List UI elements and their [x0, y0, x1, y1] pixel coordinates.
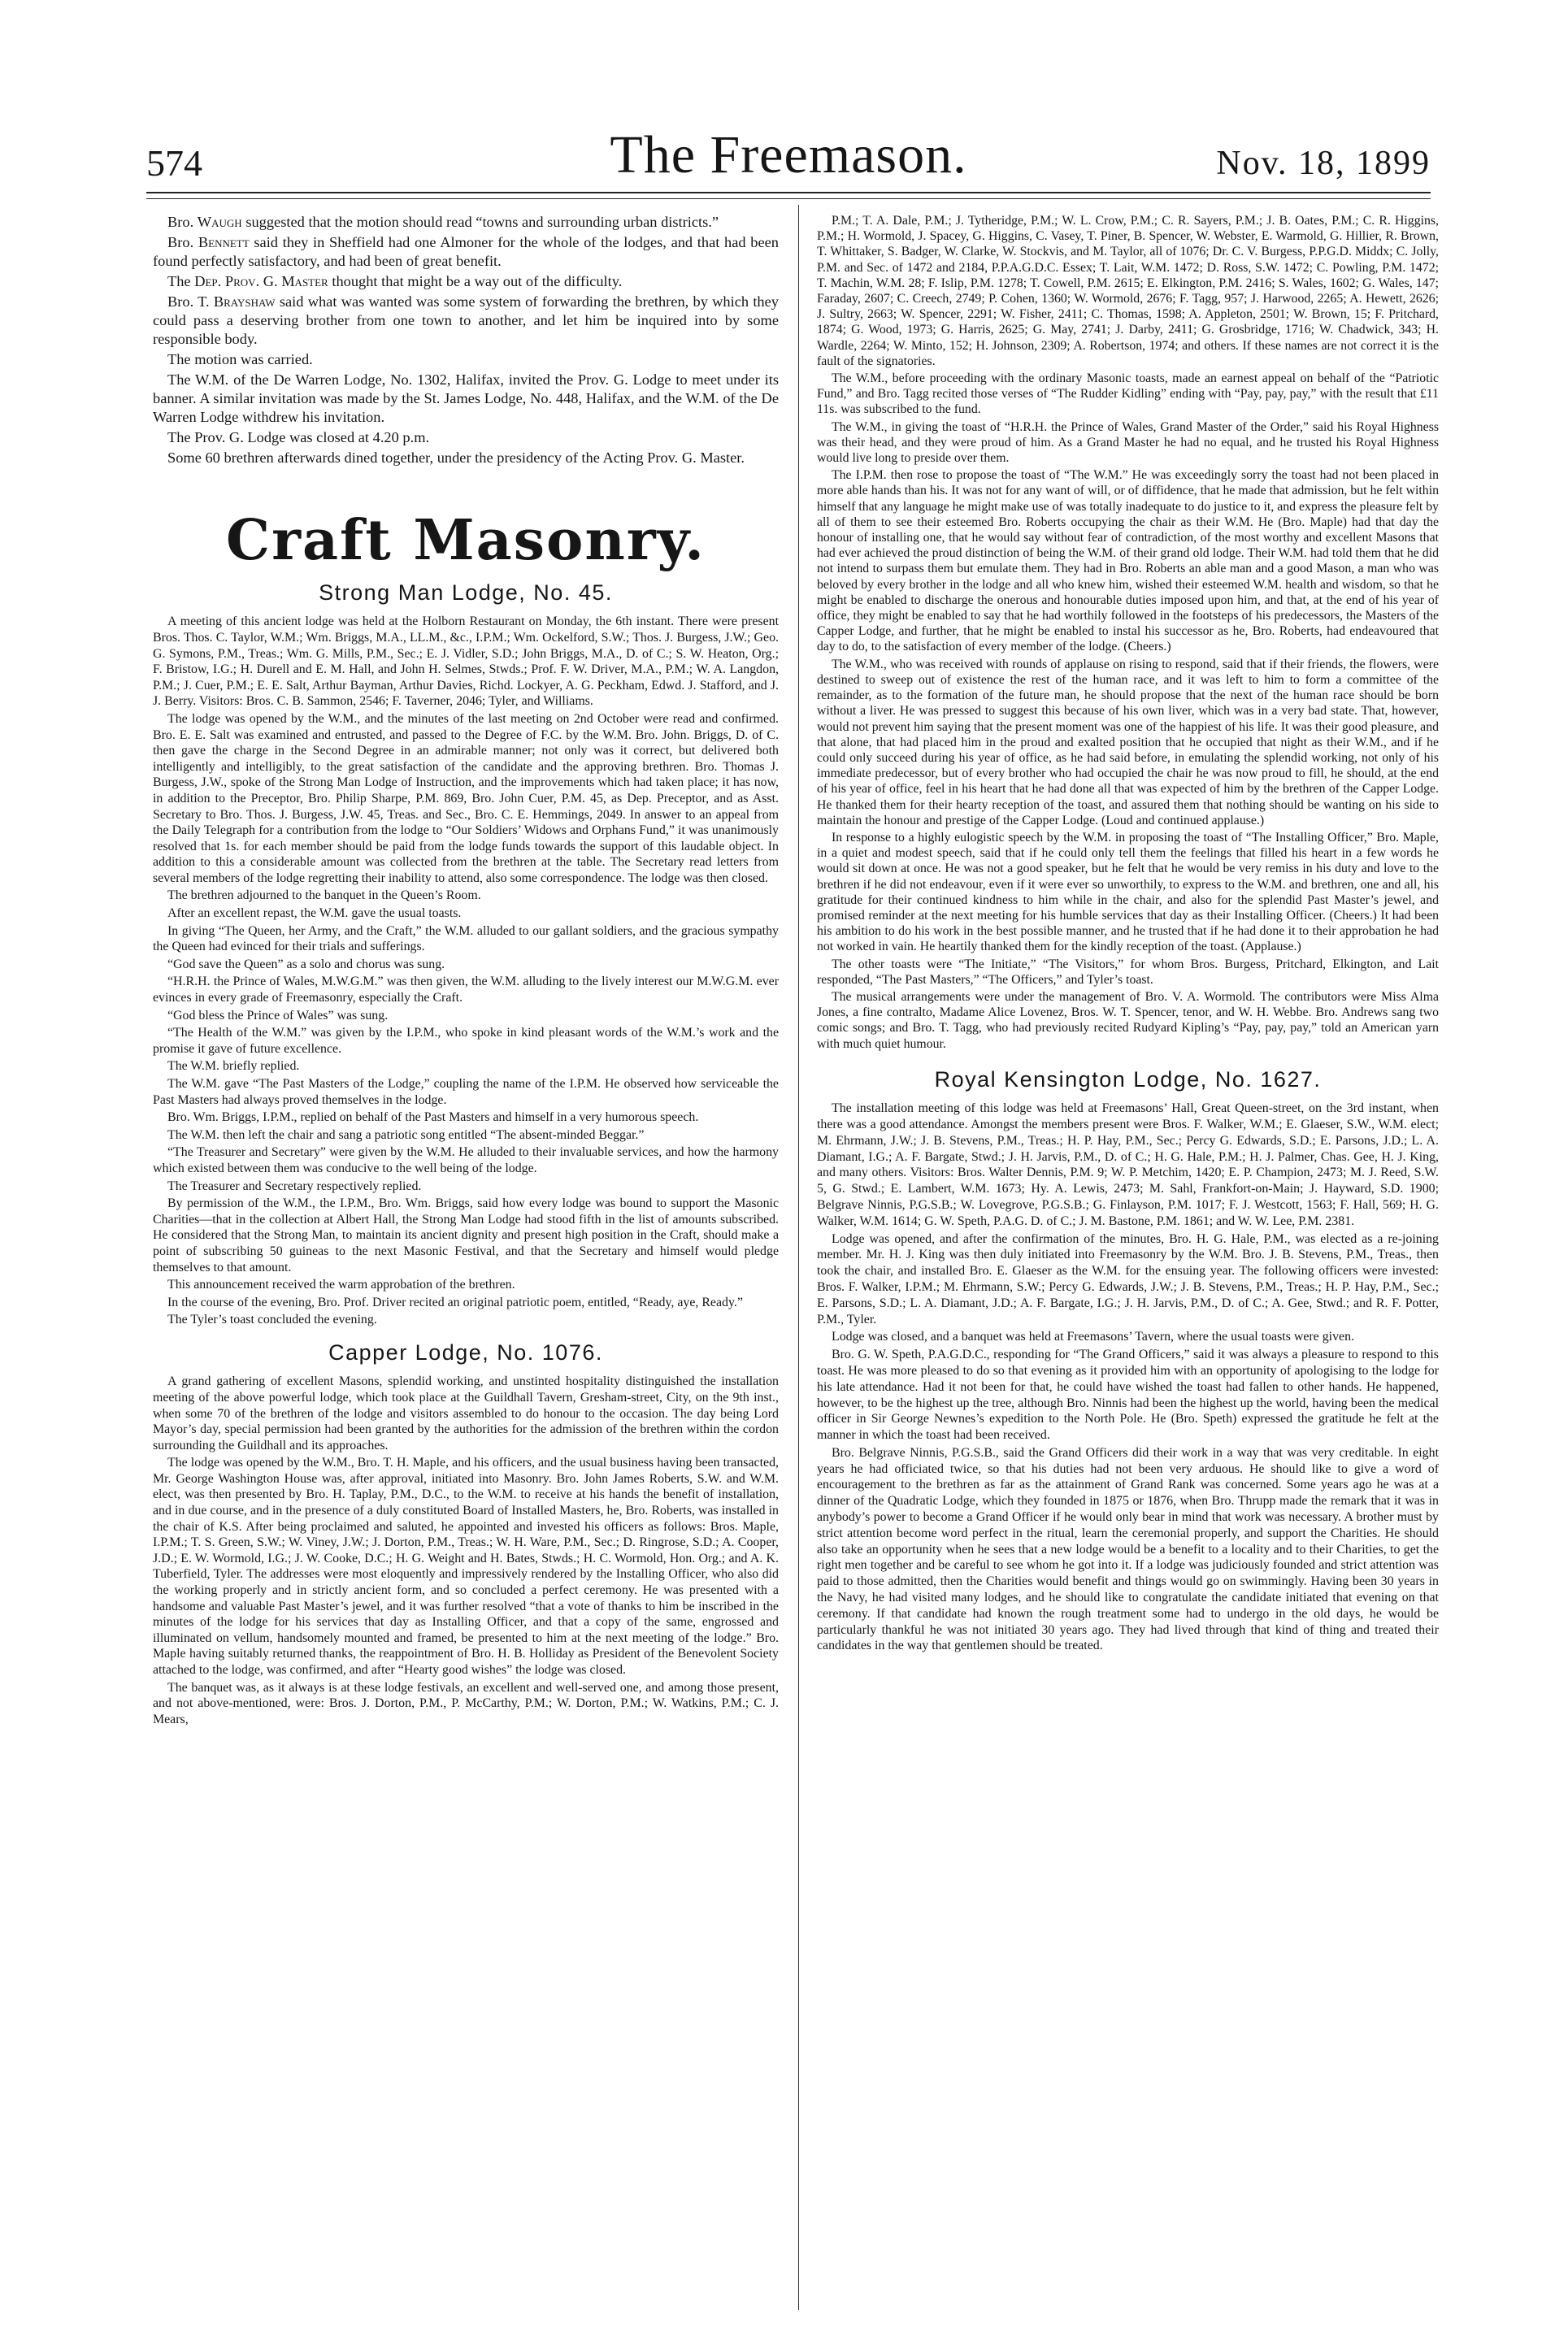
newspaper-title: The Freemason.: [610, 125, 967, 185]
paragraph: Lodge was closed, and a banquet was held at Freemasons’ Tavern, where the usual toasts were given.: [832, 1330, 1354, 1344]
paragraph: Some 60 brethren afterwards dined together, under the presidency of the Acting Prov. G. Master.: [167, 449, 745, 466]
paragraph: The brethren adjourned to the banquet in the Queen’s Room.: [167, 888, 481, 903]
paragraph: The Treasurer and Secretary respectively replied.: [167, 1179, 422, 1193]
paragraph-text: said what was wanted was some system of forwarding the brethren, by which they could pass a deserving brother from one town to another, and let him be inquired into by some responsible body.: [153, 293, 779, 347]
paragraph: Bro. T. Brayshaw said what was wanted was some system of forwarding the brethren, by which they could pass a deserving brother from one town to another, and let him be inquired into by some responsible body.: [153, 293, 779, 347]
paragraph: Bro. G. W. Speth, P.A.G.D.C., responding for “The Grand Officers,” said it was always a pleasure to respond to this toast. He was more pleased to do so that evening as it provided him with an opportunity of apologising to the lodge for his late attendance. Had it not been for that, he could have wished the toast had fallen to other hands. He happened, however, to be the highest up the tree, although Bro. Ninnis had been the highest up the world, having been the medical officer in Sir George Newnes’s expedition to the North Pole. He (Bro. Speth) expressed the gratitude he felt at the manner in which the toast had been received.: [817, 1348, 1439, 1443]
article-heading: Strong Man Lodge, No. 45.: [319, 580, 613, 605]
intro-report: [153, 213, 779, 467]
right-column: [817, 213, 1439, 2294]
paragraph: The W.M. of the De Warren Lodge, No. 1302, Halifax, invited the Prov. G. Lodge to meet under its banner. A similar invitation was made by the St. James Lodge, No. 448, Halifax, and the W.M. of the De Warren Lodge withdrew his invitation.: [153, 371, 779, 425]
paragraph: The W.M., before proceeding with the ordinary Masonic toasts, made an earnest appeal on behalf of the “Patriotic Fund,” and Bro. Tagg recited those verses of “The Rudder Kidling” ending with “Pay, pay, pay,” with the result that £11 11s. was subscribed to the fund.: [817, 371, 1439, 417]
article-strong-man-lodge: [153, 580, 779, 1328]
paragraph: The motion was carried.: [167, 351, 313, 367]
masthead-rule: [146, 192, 1431, 193]
paragraph-text: thought that might be a way out of the difficulty.: [332, 273, 623, 289]
section-title: Craft Masonry.: [226, 508, 706, 573]
paragraph: A meeting of this ancient lodge was held at the Holborn Restaurant on Monday, the 6th instant. There were present Bros. Thos. C. Taylor, W.M.; Wm. Briggs, M.A., LL.M., &c., I.P.M.; Wm. Ockelford, S.W.; Thos. J. Burgess, J.W.; Geo. G. Symons, P.M., Treas.; Wm. G. Mills, P.M., Sec.; E. J. Vidler, S.D.; John Briggs, M.A., D. of C.; S. W. Heaton, Org.; F. Bristow, I.G.; H. Durell and E. M. Hall, and John H. Selmes, Stwds.; Prof. F. W. Driver, M.A., P.M.; W. A. Langdon, P.M.; J. Cuer, P.M.; E. E. Salt, Arthur Bayman, Arthur Davies, Richd. Lockyer, A. G. Peckham, Edwd. J. Stafford, and J. J. Berry. Visitors: Bros. C. B. Sammon, 2546; F. Taverner, 2046; Tyler, and Williams.: [153, 614, 779, 709]
article-royal-kensington-lodge: [817, 1066, 1439, 1654]
paragraph: “H.R.H. the Prince of Wales, M.W.G.M.” was then given, the W.M. alluding to the lively interest our M.W.G.M. ever evinces in every grade of Freemasonry, especially the Craft.: [153, 975, 779, 1005]
speaker-name: Bennett: [198, 234, 250, 250]
paragraph: After an excellent repast, the W.M. gave the usual toasts.: [167, 906, 462, 921]
speaker-name: Brayshaw: [213, 293, 276, 310]
paragraph: The W.M. then left the chair and sang a patriotic song entitled “The absent-minded Beggar.”: [167, 1127, 645, 1142]
paragraph: “God bless the Prince of Wales” was sung.: [167, 1008, 389, 1023]
paragraph: The Tyler’s toast concluded the evening.: [167, 1313, 377, 1327]
paragraph-text: suggested that the motion should read “towns and surrounding urban districts.”: [245, 214, 719, 230]
article-body: [153, 1374, 779, 1727]
paragraph: In the course of the evening, Bro. Prof. Driver recited an original patriotic poem, entitled, “Ready, aye, Ready.”: [167, 1295, 743, 1309]
left-column: [153, 213, 779, 2294]
paragraph: The lodge was opened by the W.M., and the minutes of the last meeting on 2nd October were read and confirmed. Bro. E. E. Salt was examined and entrusted, and passed to the Degree of F.C. by the W.M. Bro. John. Briggs, D. of C. then gave the charge in the Second Degree in an admirable manner; not only was it correct, but delivered both intelligently and intelligibly, to the great satisfaction of the candidate and the approving brethren. Bro. Thomas J. Burgess, J.W., spoke of the Strong Man Lodge of Instruction, and the improvements which had taken place; it has now, in addition to the Preceptor, Bro. Philip Sharpe, P.M. 869, Bro. John Cuer, P.M. 45, as Dep. Preceptor, and as Asst. Secretary to Bro. Thos. J. Burgess, J.W. 45, Treas. and Sec., Bro. C. E. Hemmings, 2049. In answer to an appeal from the Daily Telegraph for a contribution from the lodge to “Our Soldiers’ Widows and Orphans Fund,” it was unanimously resolved that 1s. for each member should be paid from the lodge funds towards the support of this laudable object. In addition to this a considerable amount was collected from the brethren at the table. The Secretary read letters from several members of the lodge regretting their inability to attend, also some correspondence. The lodge was then closed.: [153, 711, 779, 885]
paragraph: A grand gathering of excellent Masons, splendid working, and unstinted hospitality distinguished the installation meeting of the above powerful lodge, which took place at the Guildhall Tavern, Gresham-street, City, on the 9th inst., when some 70 of the brethren of the lodge and visitors assembled to do honour to the occasion. The day being Lord Mayor’s day, special permission had been granted by the authorities for the admission of the brethren within the cordon surrounding the Guildhall and its approaches.: [153, 1374, 779, 1452]
paragraph: The Dep. Prov. G. Master thought that might be a way out of the difficulty.: [167, 273, 623, 289]
speaker-name: Dep. Prov. G. Master: [194, 273, 328, 289]
paragraph: By permission of the W.M., the I.P.M., Bro. Wm. Briggs, said how every lodge was bound to support the Masonic Charities—that in the collection at Albert Hall, the Strong Man Lodge had stood fifth in the list of amounts subscribed. He considered that the Strong Man, to maintain its ancient dignity and present high position in the Craft, should make a point of subscribing 50 guineas to the next Masonic Festival, and that the Secretary and himself would pledge themselves to that amount.: [153, 1196, 779, 1274]
article-heading: Capper Lodge, No. 1076.: [328, 1340, 603, 1365]
paragraph-text: said they in Sheffield had one Almoner for the whole of the lodges, and that had been found perfectly satisfactory, and had been of great benefit.: [153, 234, 779, 269]
article-heading: Royal Kensington Lodge, No. 1627.: [934, 1066, 1322, 1092]
paragraph: The other toasts were “The Initiate,” “The Visitors,” for whom Bros. Burgess, Pritchard, Elkington, and Lait responded, “The Past Masters,” “The Officers,” and Tyler’s toast.: [817, 957, 1439, 987]
paragraph: This announcement received the warm approbation of the brethren.: [167, 1278, 515, 1292]
paragraph: P.M.; T. A. Dale, P.M.; J. Tytheridge, P.M.; W. L. Crow, P.M.; C. R. Sayers, P.M.; J. B. Oates, P.M.; C. R. Higgins, P.M.; H. Wormold, J. Spacey, G. Higgins, C. Vasey, T. Piner, B. Spencer, W. Webster, E. Warmold, G. Hillier, R. Brown, T. Whittaker, S. Badger, W. Clarke, W. Stockvis, and M. Taylor, all of 1076; Dr. C. V. Burgess, P.P.G.D. Middx; C. Jolly, P.M. and Sec. of 1472 and 2184, P.P.A.G.D.C. Essex; T. Lait, W.M. 1472; D. Ross, S.W. 1472; C. Powling, P.M. 1472; T. Machin, W.M. 28; F. Islip, P.M. 1278; T. Cowell, P.M. 2615; E. Elkington, P.M. 2416; S. Wales, 1602; G. Wales, 147; Faraday, 2607; C. Creech, 2749; P. Cohen, 1360; W. Wormold, 2676; F. Tagg, 957; J. Harwood, 2265; A. Hewett, 2626; J. Sultry, 2663; W. Spencer, 2291; W. Fisher, 2411; C. Thomas, 1598; A. Appleton, 2501; W. Brown, 15; F. Pritchard, 1874; G. Wood, 1973; G. Harris, 2625; G. May, 2741; J. Darby, 2411; G. Grosbridge, 1716; W. Chadwick, 343; H. Wardle, 2264; W. Minto, 152; H. Johnson, 2309; A. Robertson, 1974; and others. If these names are not correct it is the fault of the signatories.: [817, 214, 1439, 368]
paragraph: The W.M., in giving the toast of “H.R.H. the Prince of Wales, Grand Master of the Order,” said his Royal Highness was their head, and they were proud of him. As a Grand Master he had no equal, and he trusted his Royal Highness would live long to preside over them.: [817, 419, 1439, 466]
column-divider: [798, 205, 799, 2310]
article-capper-lodge-continued: [817, 213, 1439, 1052]
paragraph: The musical arrangements were under the management of Bro. V. A. Wormold. The contributors were Miss Alma Jones, a fine contralto, Madame Alice Lovenez, Bros. W. T. Spencer, tenor, and W. H. Webbe. Bro. Andrews sang two comic songs; and Bro. T. Tagg, who had previously recited Rudyard Kipling’s “Pay, pay, pay,” told an American yarn with much quiet humour.: [817, 989, 1439, 1051]
paragraph: Bro. Belgrave Ninnis, P.G.S.B., said the Grand Officers did their work in a way that was very creditable. In eight years he had officiated twice, so that his duties had not been very arduous. He should like to give a word of encouragement to the brethren as far as the attainment of Grand Rank was concerned. Some years ago he was at a dinner of the Quadratic Lodge, which they founded in 1875 or 1876, when Bro. Thrupp made the remark that it was in anybody’s power to become a Grand Officer if he would only bear in mind that work was necessary. A brother must by strict attention become word perfect in the ritual, learn the ceremonial properly, and support the Charities. He should also take an opportunity when he sees that a new lodge would be a benefit to a locality and to their Charities, to get the right men together and be careful to see whom he got into it. If a lodge was judiciously founded and strict attention was paid to those admitted, then the Charities would benefit and things would go on swimmingly. Having been 30 years in the Navy, he had visited many lodges, and he should like to congratulate the candidate initiated that evening on that ceremony. If that candidate had known the rough treatment some had to undergo in the old days, he would be particularly thankful he was not initiated 30 years ago. They had lived through that kind of thing and treated their candidates in the way that gentlemen should be treated.: [817, 1445, 1439, 1653]
paragraph: “The Treasurer and Secretary” were given by the W.M. He alluded to their invaluable services, and how the harmony which existed between them was conducive to the well being of the lodge.: [153, 1145, 779, 1175]
masthead-rule-thin: [146, 198, 1431, 199]
paragraph: Lodge was opened, and after the confirmation of the minutes, Bro. H. G. Hale, P.M., was elected as a re-joining member. Mr. H. J. King was then duly initiated into Freemasonry by the W.M. Bro. J. B. Stevens, P.M., Treas., then took the chair, and installed Bro. E. Glaeser as the W.M. for the ensuing year. The following officers were invested: Bros. F. Walker, I.P.M.; M. Ehrmann, S.W.; Percy G. Edwards, J.W.; J. B. Stevens, P.M., Treas.; H. P. Hay, P.M., Sec.; E. Parsons, S.D.; L. A. Diamant, J.D.; A. F. Bargate, I.G.; J. H. Jarvis, P.M., D. of C.; A. Gee, Stwd.; and R. F. Potter, P.M., Tyler.: [817, 1231, 1439, 1326]
article-capper-lodge: [153, 1340, 779, 1727]
article-body: [817, 213, 1439, 1052]
masthead: [146, 122, 1431, 187]
paragraph: Bro. Waugh suggested that the motion should read “towns and surrounding urban districts.”: [167, 214, 719, 230]
paragraph: In giving “The Queen, her Army, and the Craft,” the W.M. alluded to our gallant soldiers, and the gracious sympathy the Queen had evinced for their trials and sufferings.: [153, 923, 779, 954]
speaker-name: Waugh: [197, 214, 242, 230]
article-body: [153, 614, 779, 1328]
paragraph: Bro. Wm. Briggs, I.P.M., replied on behalf of the Past Masters and himself in a very humorous speech.: [167, 1110, 699, 1125]
paragraph: The W.M. gave “The Past Masters of the Lodge,” coupling the name of the I.P.M. He observed how serviceable the Past Masters had always proved themselves in the lodge.: [153, 1077, 779, 1107]
article-body: [817, 1101, 1439, 1654]
paragraph: In response to a highly eulogistic speech by the W.M. in proposing the toast of “The Installing Officer,” Bro. Maple, in a quiet and modest speech, said that if he could only tell them the feelings that filled his heart in a few words he would sit down at once. He was not a good speaker, but he felt that he would be very remiss in his duty and love to the brethren if he did not endeavour, even if it were ever so unworthily, to express to the W.M. and brethren, one and all, his gratitude for their continued kindness to him while in the chair, and also for the splendid Past Master’s jewel, and promised reminder at the next meeting for his humble services that day as their Installing Officer. (Cheers.) It had been his ambition to do his work in the best possible manner, and he trusted that if he had done it to their approbation he had not worked in vain. He heartily thanked them for the kindly reception of the toast. (Applause.): [817, 830, 1439, 954]
paragraph: The banquet was, as it always is at these lodge festivals, an excellent and well-served one, and among those present, and not above-mentioned, were: Bros. J. Dorton, P.M., P. McCarthy, P.M.; W. Dorton, P.M.; W. Watkins, P.M.; C. J. Mears,: [153, 1680, 779, 1726]
paragraph: The W.M. briefly replied.: [167, 1059, 300, 1074]
page-number: 574: [146, 142, 202, 184]
paragraph: Bro. Bennett said they in Sheffield had one Almoner for the whole of the lodges, and that had been found perfectly satisfactory, and had been of great benefit.: [153, 234, 779, 269]
paragraph: “The Health of the W.M.” was given by the I.P.M., who spoke in kind pleasant words of the W.M.’s work and the promise it gave of future excellence.: [153, 1026, 779, 1056]
paragraph: The W.M., who was received with rounds of applause on rising to respond, said that if their friends, the flowers, were destined to sweep out of existence the rest of the human race, and it was left to him to form a committee of the remainder, as to the formation of the future man, he should propose that the next of the human race should be born without a liver. He was pressed to suggest this because of his own liver, which was in a very bad state. That, however, would not prevent him saying that the present moment was one of the happiest of his life. It was their good pleasure, and that alone, that had placed him in the proud and exalted position that he occupied that night as their W.M., and if he could only succeed during his year of office, as he had said before, in emulating the splendid working, not only of his immediate predecessor, but of every brother who had occupied the chair he was now proud to fill, he should, at the end of his year of office, feel in his heart that he had done all that was expected of him by the brethren of the Capper Lodge. He thanked them for their hearty reception of the toast, and assured them that nothing should be wanting on his side to maintain the honour and prestige of the Capper Lodge. (Loud and continued applause.): [817, 657, 1439, 827]
paragraph: The I.P.M. then rose to propose the toast of “The W.M.” He was exceedingly sorry the toast had not been placed in more able hands than his. It was not for any want of will, or of diffidence, that he made that admission, but he felt within himself that any language he might make use of was totally inadequate to do justice to it, and express the pleasure felt by all of them to see their esteemed Bro. Roberts occupying the chair as their W.M. He (Bro. Maple) had that day the honour of installing one, that he would say without fear of contradiction, of the most worthy and excellent Masons that had ever achieved the proud distinction of being the W.M. of their grand old lodge. Their W.M. had told them that he did not intend to surpass them but emulate them. They had in Bro. Roberts an able man and a good Mason, a man who was beloved by every brother in the lodge and all who knew him, wished their esteemed W.M. health and wisdom, so that he might be enabled to discharge the onerous and honourable duties imposed upon him, and that, at the end of his year of office, they might be enabled to say that he had worthily followed in the footsteps of his predecessors, the Masters of the Capper Lodge, and further, that he might be enabled to instal his successor as he, Bro. Roberts, had endeavoured that day to do, to the satisfaction of every member of the lodge. (Cheers.): [817, 468, 1439, 654]
paragraph: The installation meeting of this lodge was held at Freemasons’ Hall, Great Queen-street, on the 3rd instant, when there was a good attendance. Amongst the members present were Bros. F. Walker, W.M.; E. Glaeser, S.W., W.M. elect; M. Ehrmann, J.W.; J. B. Stevens, P.M., Treas.; H. P. Hay, P.M., Sec.; Percy G. Edwards, S.D.; E. Parsons, J.D.; L. A. Diamant, I.G.; A. F. Bargate, Stwd.; J. H. Jarvis, P.M., D. of C.; H. G. Hale, P.M.; H. J. Palmer, Chas. Gee, H. J. King, and many others. Visitors: Bros. Walter Dennis, P.M. 9; W. P. Metchim, 1420; E. P. Champion, 2473; M. J. Reed, S.W. 5, G. Stwd.; E. Lambert, W.M. 1673; Hy. A. Lewis, 2473; M. Sahl, Frankfort-on-Main; J. Hayward, S.D. 1900; Belgrave Ninnis, P.G.S.B.; W. Lovegrove, P.G.S.B.; G. Finlayson, P.M. 1017; F. J. Westcott, 1563; F. Hall, 569; H. G. Walker, W.M. 1614; G. W. Speth, P.A.G. D. of C.; J. M. Bastone, P.M. 1861; and W. W. Lee, P.M. 2381.: [817, 1101, 1439, 1228]
issue-date: Nov. 18, 1899: [1216, 145, 1431, 182]
paragraph: The lodge was opened by the W.M., Bro. T. H. Maple, and his officers, and the usual business having been transacted, Mr. George Washington House was, after approval, initiated into Masonry. Bro. John James Roberts, S.W. and W.M. elect, was then presented by Bro. H. Taplay, P.M., D.C., to the W.M. to receive at his hands the benefit of installation, and in due course, and in the presence of a duly constituted Board of Installed Masters, he, Bro. Roberts, was installed in the chair of K.S. After being proclaimed and saluted, he appointed and invested his officers as follows: Bros. Maple, I.P.M.; T. S. Green, S.W.; W. Viney, J.W.; J. Dorton, P.M., Treas.; W. H. Ware, P.M., Sec.; D. Ringrose, S.D.; A. Cooper, J.D.; E. W. Wormold, I.G.; J. W. Cooke, D.C.; H. G. Weight and H. Bates, Stwds.; H. C. Wormold, Hon. Org.; and A. K. Tuberfield, Tyler. The addresses were most eloquently and impressively rendered by the Installing Officer, who also did the working properly and in strictly ancient form, and so concluded a perfect ceremony. He was presented with a handsome and valuable Past Master’s jewel, and it was further resolved “that a vote of thanks to him be inscribed in the minutes of the lodge for his services that day as Installing Officer, and that a copy of the same, engrossed and illuminated on vellum, handsomely mounted and framed, be presented to him at the next meeting of the lodge.” Bro. Maple having suitably returned thanks, the reappointment of Bro. H. B. Holliday as President of the Benevolent Society attached to the lodge, was confirmed, and after “Hearty good wishes” the lodge was closed.: [153, 1456, 779, 1677]
paragraph: “God save the Queen” as a solo and chorus was sung.: [167, 957, 445, 971]
paragraph: The Prov. G. Lodge was closed at 4.20 p.m.: [167, 429, 430, 445]
